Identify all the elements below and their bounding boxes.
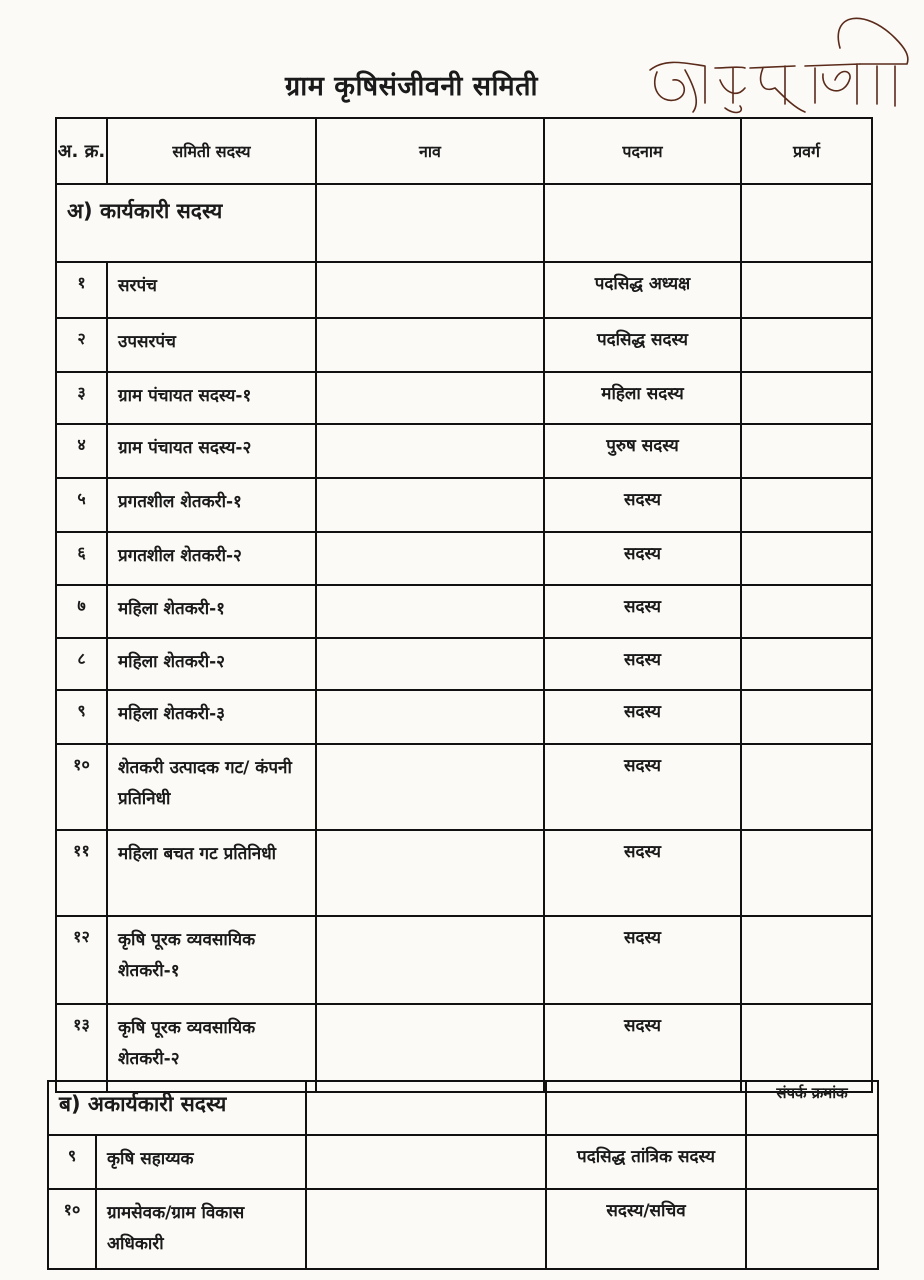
table-row bbox=[56, 744, 872, 830]
member-cell: कृषि पूरक व्यवसायिक शेतकरी-१ bbox=[107, 916, 316, 1004]
name-cell[interactable] bbox=[316, 690, 544, 744]
category-cell[interactable] bbox=[741, 1004, 872, 1092]
designation-cell: सदस्य bbox=[544, 585, 741, 638]
category-cell[interactable] bbox=[741, 372, 872, 424]
designation-cell: सदस्य bbox=[544, 744, 741, 830]
designation-cell: सदस्य bbox=[544, 830, 741, 916]
row-number: २ bbox=[56, 318, 107, 372]
member-cell: महिला शेतकरी-२ bbox=[107, 638, 316, 690]
section-a-label: अ) कार्यकारी सदस्य bbox=[56, 184, 316, 262]
name-cell[interactable] bbox=[316, 262, 544, 318]
category-cell[interactable] bbox=[741, 916, 872, 1004]
table-row bbox=[56, 690, 872, 744]
category-cell[interactable] bbox=[741, 830, 872, 916]
category-cell[interactable] bbox=[746, 1135, 878, 1189]
member-cell: ग्राम पंचायत सदस्य-२ bbox=[107, 424, 316, 478]
member-cell: महिला बचत गट प्रतिनिधी bbox=[107, 830, 316, 916]
category-cell[interactable] bbox=[741, 478, 872, 532]
table-row bbox=[56, 916, 872, 1004]
section-b-row bbox=[48, 1081, 878, 1135]
table-row bbox=[56, 585, 872, 638]
name-cell[interactable] bbox=[316, 532, 544, 585]
table-row bbox=[56, 318, 872, 372]
section-a-row bbox=[56, 184, 872, 262]
category-cell[interactable] bbox=[741, 690, 872, 744]
table-row bbox=[56, 478, 872, 532]
section-b-label: ब) अकार्यकारी सदस्य bbox=[48, 1081, 306, 1135]
designation-cell: पदसिद्ध सदस्य bbox=[544, 318, 741, 372]
designation-cell: सदस्य bbox=[544, 638, 741, 690]
name-cell[interactable] bbox=[316, 478, 544, 532]
name-cell[interactable] bbox=[316, 585, 544, 638]
table-row bbox=[56, 638, 872, 690]
header-category: प्रवर्ग bbox=[741, 118, 872, 184]
row-number: ४ bbox=[56, 424, 107, 478]
designation-cell: सदस्य bbox=[544, 1004, 741, 1092]
contact-header: संपर्क क्रमांक bbox=[746, 1081, 878, 1135]
row-number: १ bbox=[56, 262, 107, 318]
name-cell[interactable] bbox=[316, 318, 544, 372]
member-cell: शेतकरी उत्पादक गट/ कंपनी प्रतिनिधी bbox=[107, 744, 316, 830]
row-number: ७ bbox=[56, 585, 107, 638]
designation-cell: पदसिद्ध तांत्रिक सदस्य bbox=[546, 1135, 746, 1189]
category-cell[interactable] bbox=[741, 424, 872, 478]
name-cell[interactable] bbox=[316, 744, 544, 830]
header-serial: अ. क्र. bbox=[56, 118, 107, 184]
table-row bbox=[56, 532, 872, 585]
category-cell[interactable] bbox=[741, 585, 872, 638]
member-cell: कृषि पूरक व्यवसायिक शेतकरी-२ bbox=[107, 1004, 316, 1092]
row-number: १० bbox=[48, 1189, 96, 1269]
category-cell[interactable] bbox=[741, 744, 872, 830]
row-number: ३ bbox=[56, 372, 107, 424]
row-number: ९ bbox=[48, 1135, 96, 1189]
name-cell[interactable] bbox=[306, 1081, 546, 1135]
form-title: ग्राम कृषिसंजीवनी समिती bbox=[285, 71, 539, 102]
table-row bbox=[48, 1135, 878, 1189]
designation-cell: पुरुष सदस्य bbox=[544, 424, 741, 478]
member-cell: प्रगतशील शेतकरी-१ bbox=[107, 478, 316, 532]
category-cell[interactable] bbox=[741, 318, 872, 372]
committee-table-executive bbox=[55, 117, 873, 1093]
row-number: ६ bbox=[56, 532, 107, 585]
table-row bbox=[56, 372, 872, 424]
committee-table-non-executive bbox=[47, 1080, 879, 1270]
category-cell[interactable] bbox=[741, 184, 872, 262]
designation-cell: महिला सदस्य bbox=[544, 372, 741, 424]
row-number: ९ bbox=[56, 690, 107, 744]
table-row bbox=[56, 1004, 872, 1092]
designation-cell: सदस्य bbox=[544, 478, 741, 532]
header-name: नाव bbox=[316, 118, 544, 184]
row-number: ८ bbox=[56, 638, 107, 690]
table-header-row bbox=[56, 118, 872, 184]
designation-cell bbox=[546, 1081, 746, 1135]
table-row bbox=[56, 424, 872, 478]
name-cell[interactable] bbox=[316, 916, 544, 1004]
designation-cell: सदस्य bbox=[544, 532, 741, 585]
designation-cell: सदस्य bbox=[544, 690, 741, 744]
member-cell: कृषि सहाय्यक bbox=[96, 1135, 306, 1189]
category-cell[interactable] bbox=[746, 1189, 878, 1269]
row-number: १३ bbox=[56, 1004, 107, 1092]
designation-cell: सदस्य/सचिव bbox=[546, 1189, 746, 1269]
category-cell[interactable] bbox=[741, 638, 872, 690]
designation-cell: पदसिद्ध अध्यक्ष bbox=[544, 262, 741, 318]
designation-cell: सदस्य bbox=[544, 916, 741, 1004]
name-cell[interactable] bbox=[306, 1189, 546, 1269]
table-row bbox=[56, 262, 872, 318]
category-cell[interactable] bbox=[741, 532, 872, 585]
row-number: १२ bbox=[56, 916, 107, 1004]
row-number: ५ bbox=[56, 478, 107, 532]
designation-cell bbox=[544, 184, 741, 262]
member-cell: प्रगतशील शेतकरी-२ bbox=[107, 532, 316, 585]
member-cell: ग्रामसेवक/ग्राम विकास अधिकारी bbox=[96, 1189, 306, 1269]
row-number: १० bbox=[56, 744, 107, 830]
header-designation: पदनाम bbox=[544, 118, 741, 184]
name-cell[interactable] bbox=[306, 1135, 546, 1189]
name-cell[interactable] bbox=[316, 424, 544, 478]
name-cell[interactable] bbox=[316, 638, 544, 690]
member-cell: सरपंच bbox=[107, 262, 316, 318]
member-cell: महिला शेतकरी-३ bbox=[107, 690, 316, 744]
name-cell[interactable] bbox=[316, 830, 544, 916]
member-cell: महिला शेतकरी-१ bbox=[107, 585, 316, 638]
member-cell: उपसरपंच bbox=[107, 318, 316, 372]
category-cell[interactable] bbox=[741, 262, 872, 318]
member-cell: ग्राम पंचायत सदस्य-१ bbox=[107, 372, 316, 424]
row-number: ११ bbox=[56, 830, 107, 916]
name-cell[interactable] bbox=[316, 184, 544, 262]
name-cell[interactable] bbox=[316, 1004, 544, 1092]
header-member: समिती सदस्य bbox=[107, 118, 316, 184]
handwritten-village-name bbox=[645, 8, 915, 118]
name-cell[interactable] bbox=[316, 372, 544, 424]
table-row bbox=[48, 1189, 878, 1269]
table-row bbox=[56, 830, 872, 916]
